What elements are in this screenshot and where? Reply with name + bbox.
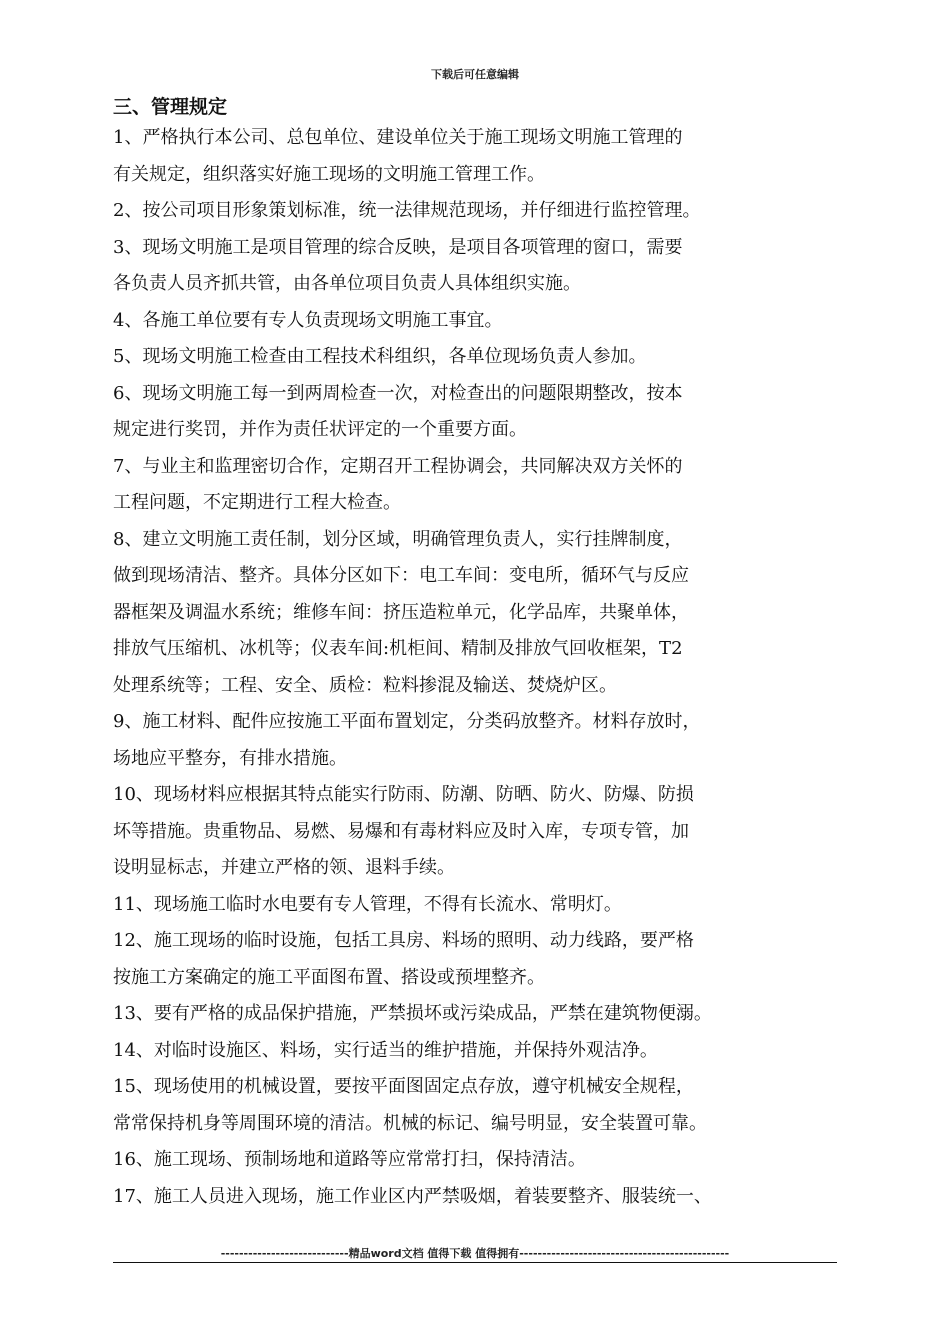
text-line: 5、现场文明施工检查由工程技术科组织，各单位现场负责人参加。 xyxy=(113,346,647,367)
text-line: 常常保持机身等周围环境的清洁。机械的标记、编号明显，安全装置可靠。 xyxy=(113,1112,707,1134)
text-line: 2、按公司项目形象策划标准，统一法律规范现场，并仔细进行监控管理。 xyxy=(113,200,701,221)
page-header: 下载后可任意编辑 xyxy=(431,68,519,81)
text-line: 1、严格执行本公司、总包单位、建设单位关于施工现场文明施工管理的 xyxy=(113,127,683,148)
text-line: 工程问题，不定期进行工程大检查。 xyxy=(113,492,401,513)
text-line: 坏等措施。贵重物品、易燃、易爆和有毒材料应及时入库，专项专管，加 xyxy=(113,820,689,842)
text-line: 12、施工现场的临时设施，包括工具房、料场的照明、动力线路，要严格 xyxy=(113,930,694,951)
text-line: 各负责人员齐抓共管，由各单位项目负责人具体组织实施。 xyxy=(113,273,581,294)
text-line: 器框架及调温水系统；维修车间：挤压造粒单元，化学品库，共聚单体， xyxy=(113,601,689,623)
text-line: 处理系统等；工程、安全、质检：粒料掺混及输送、焚烧炉区。 xyxy=(113,674,617,696)
text-line: 3、现场文明施工是项目管理的综合反映，是项目各项管理的窗口，需要 xyxy=(113,236,683,258)
text-line: 15、现场使用的机械设置，要按平面图固定点存放，遵守机械安全规程， xyxy=(113,1076,694,1097)
text-line: 7、与业主和监理密切合作，定期召开工程协调会，共同解决双方关怀的 xyxy=(113,455,683,477)
text-line: 设明显标志，并建立严格的领、退料手续。 xyxy=(113,857,455,878)
document-body xyxy=(113,94,853,1215)
text-line: 10、现场材料应根据其特点能实行防雨、防潮、防晒、防火、防爆、防损 xyxy=(113,784,694,805)
text-line: 排放气压缩机、冰机等；仪表车间:机柜间、精制及排放气回收框架，T2 xyxy=(113,638,683,659)
text-line: 8、建立文明施工责任制，划分区域，明确管理负责人，实行挂牌制度， xyxy=(113,528,683,550)
text-line: 场地应平整夯，有排水措施。 xyxy=(113,747,347,769)
text-line: 6、现场文明施工每一到两周检查一次，对检查出的问题限期整改，按本 xyxy=(113,382,683,404)
text-line: 13、要有严格的成品保护措施，严禁损坏或污染成品，严禁在建筑物便溺。 xyxy=(113,1003,712,1024)
text-line: 按施工方案确定的施工平面图布置、搭设或预埋整齐。 xyxy=(113,966,545,988)
footer-divider xyxy=(113,1262,837,1263)
text-line: 有关规定，组织落实好施工现场的文明施工管理工作。 xyxy=(113,163,545,185)
section-title: 三、管理规定 xyxy=(113,96,228,118)
page-footer: ----------------------------精品word文档 值得下载 值得拥有---------------------------------------------- xyxy=(220,1247,730,1260)
text-line: 9、施工材料、配件应按施工平面布置划定，分类码放整齐。材料存放时， xyxy=(113,711,701,732)
text-line: 做到现场清洁、整齐。具体分区如下：电工车间：变电所，循环气与反应 xyxy=(113,565,689,586)
text-line: 16、施工现场、预制场地和道路等应常常打扫，保持清洁。 xyxy=(113,1149,586,1170)
text-line: 14、对临时设施区、料场，实行适当的维护措施，并保持外观洁净。 xyxy=(113,1039,658,1061)
text-line: 4、各施工单位要有专人负责现场文明施工事宜。 xyxy=(113,309,503,331)
text-line: 11、现场施工临时水电要有专人管理，不得有长流水、常明灯。 xyxy=(113,893,622,915)
text-line: 17、施工人员进入现场，施工作业区内严禁吸烟，着装要整齐、服装统一、 xyxy=(113,1185,712,1207)
text-line: 规定进行奖罚，并作为责任状评定的一个重要方面。 xyxy=(113,419,527,440)
